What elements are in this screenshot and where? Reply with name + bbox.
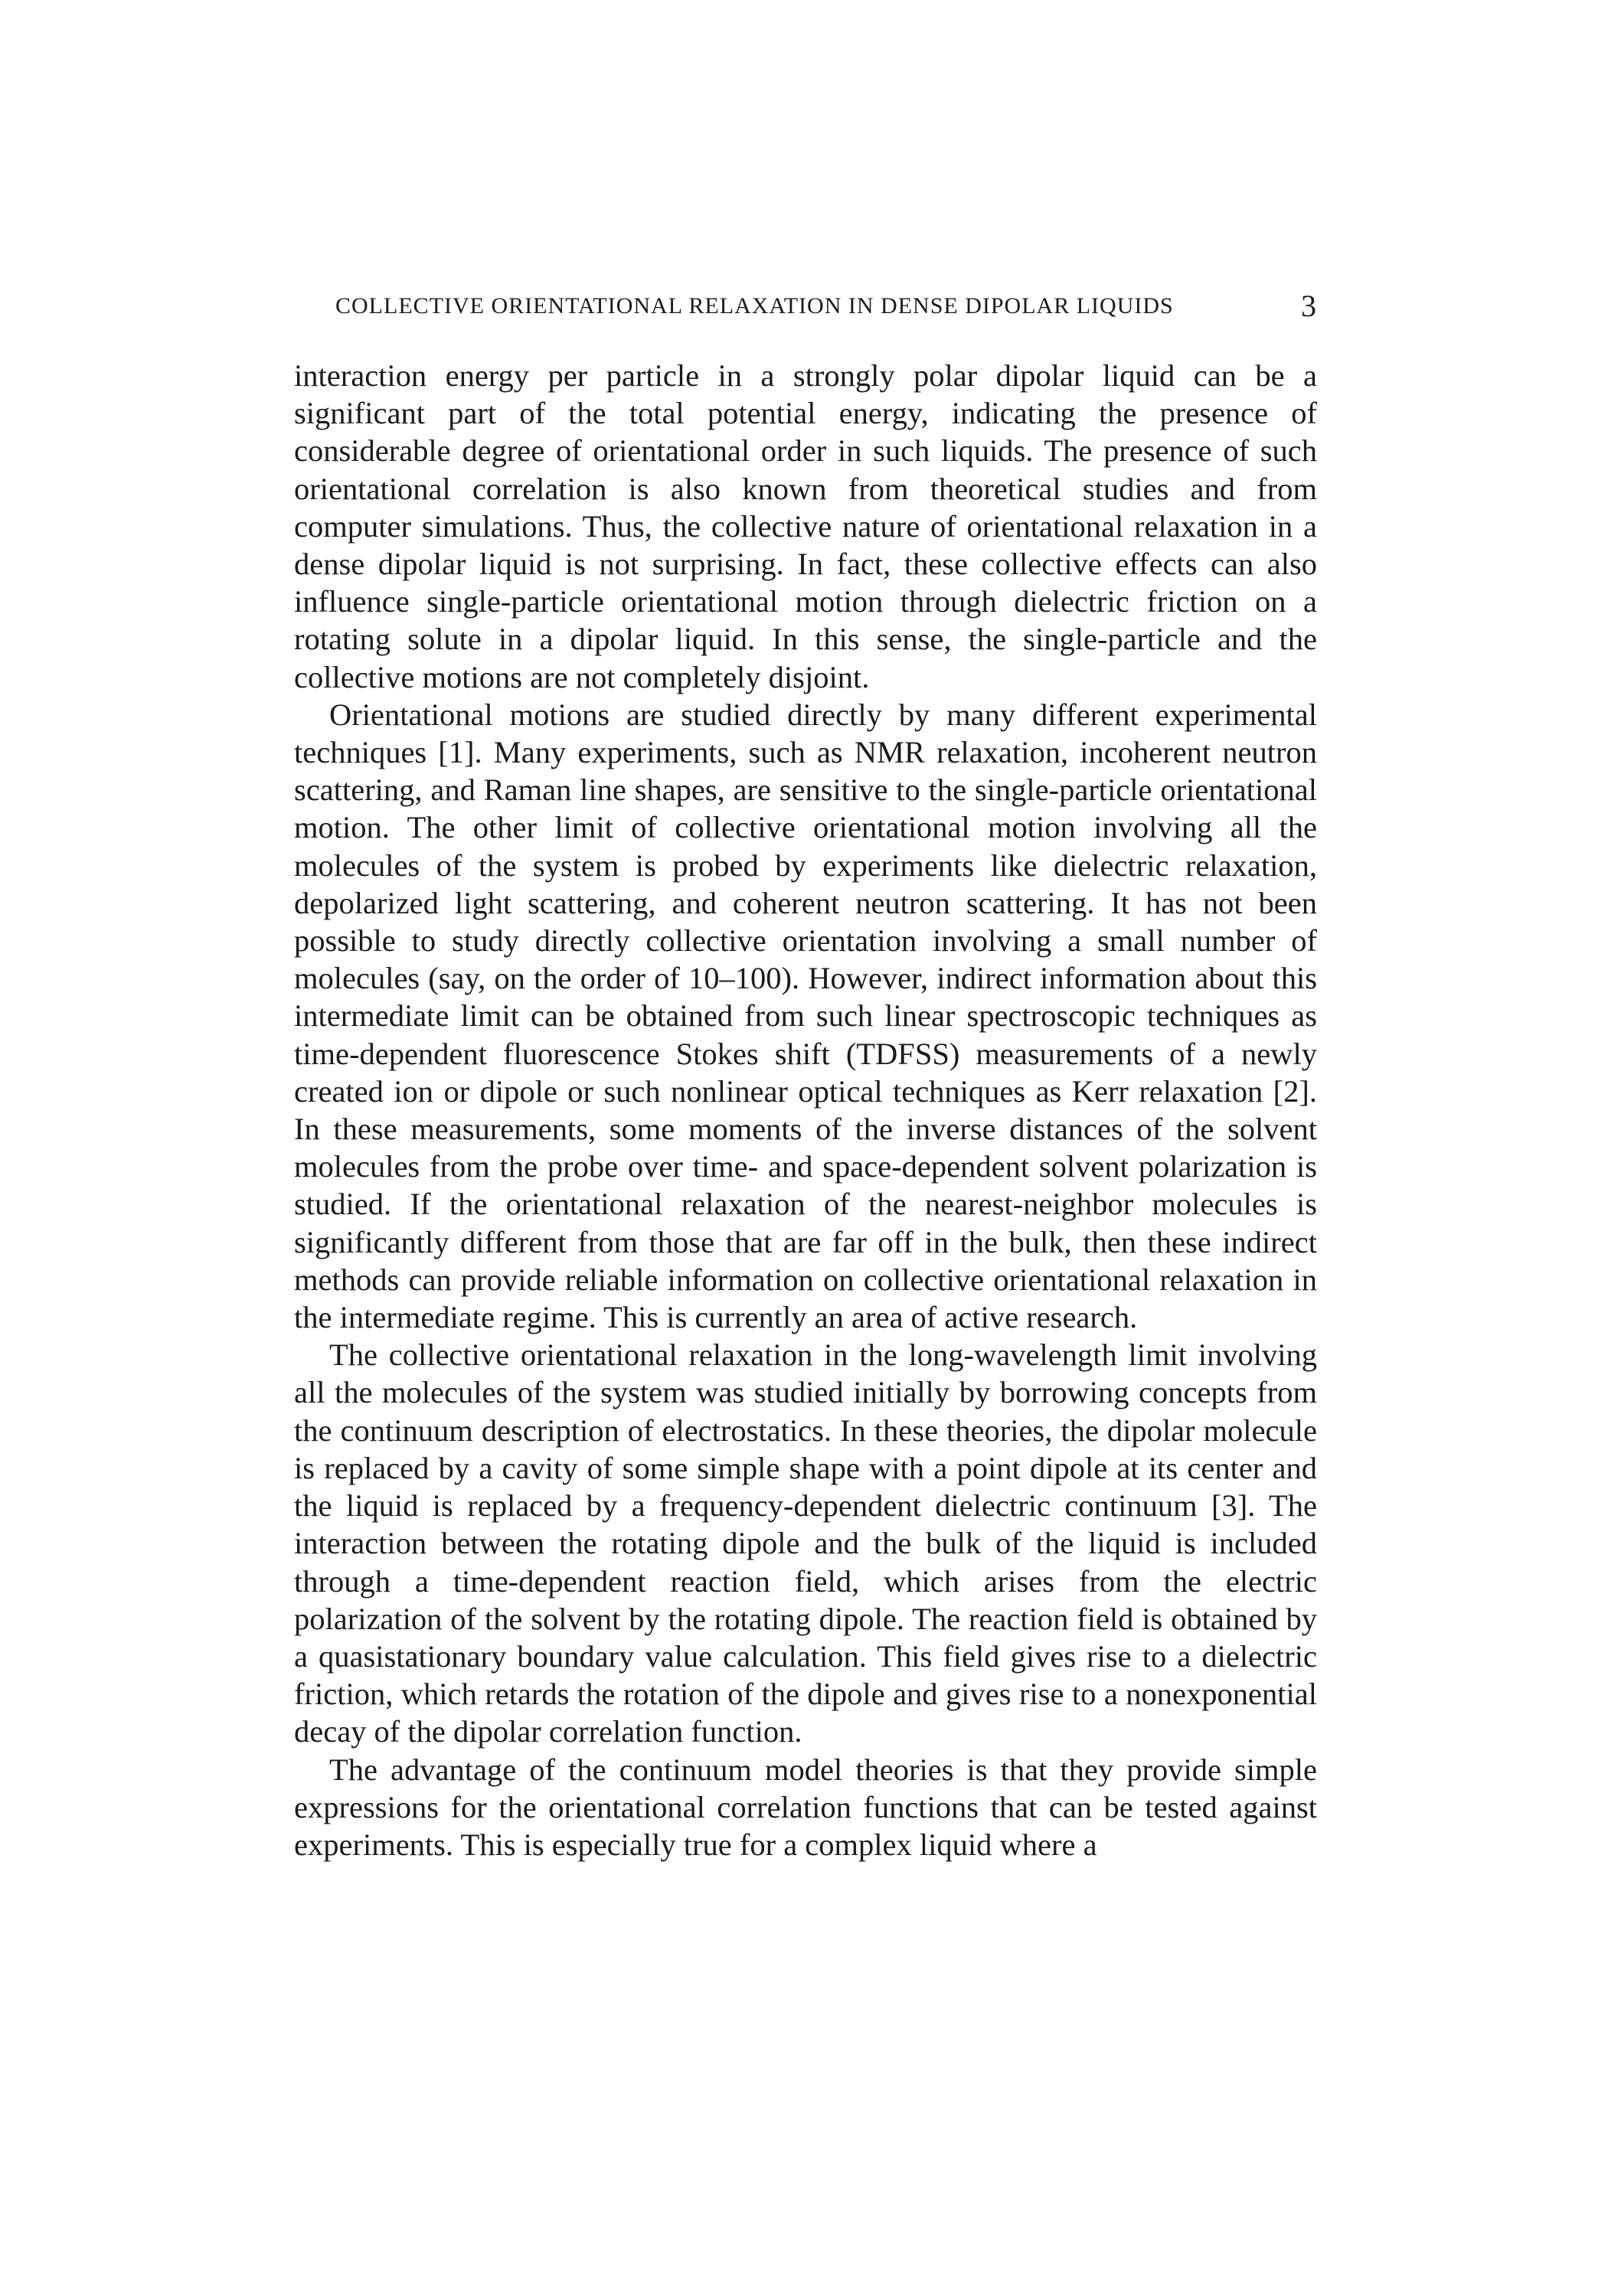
running-title: COLLECTIVE ORIENTATIONAL RELAXATION IN DENSE DIPOLAR LIQUIDS [335,293,1174,318]
running-head [335,289,1317,323]
page-number: 3 [1301,289,1317,323]
body-text [294,357,1317,1863]
paragraph: The collective orientational relaxation in the long-wavelength limit involving all the molecules of the system was studied initially by borrowing concepts from the continuum description of electrostatics. In these theories, the dipolar molecule is replaced by a cavity of some simple shape with a point dipole at its center and the liquid is replaced by a frequency-dependent dielectric continuum [3]. The interaction between the rotating dipole and the bulk of the liquid is included through a time-dependent reaction field, which arises from the electric polarization of the solvent by the rotating dipole. The reaction field is obtained by a quasistationary boundary value calculation. This field gives rise to a dielectric friction, which retards the rotation of the dipole and gives rise to a nonexponential decay of the dipolar correlation function. [294,1337,1317,1749]
paragraph: interaction energy per particle in a strongly polar dipolar liquid can be a significant part of the total potential energy, indicating the presence of considerable degree of orientational order in such liquids. The presence of such orientational correlation is also known from theoretical studies and from computer simulations. Thus, the collective nature of orientational relaxation in a dense dipolar liquid is not surprising. In fact, these collective effects can also influence single-particle orientational motion through dielectric friction on a rotating solute in a dipolar liquid. In this sense, the single-particle and the collective motions are not completely disjoint. [294,358,1317,694]
paragraph: The advantage of the continuum model theories is that they provide simple expressions for the orientational correlation functions that can be tested against experiments. This is especially true for a complex liquid where a [294,1752,1317,1862]
paragraph: Orientational motions are studied directly by many different experimental techniques [1]. Many experiments, such as NMR relaxation, incoherent neutron scattering, and Raman line shapes, are sensitive to the single-particle orientational motion. The other limit of collective orientational motion involving all the molecules of the system is probed by experiments like dielectric relaxation, depolarized light scattering, and coherent neutron scattering. It has not been possible to study directly collective orientation involving a small number of molecules (say, on the order of 10–100). However, indirect information about this intermediate limit can be obtained from such linear spectroscopic techniques as time-dependent fluorescence Stokes shift (TDFSS) measurements of a newly created ion or dipole or such nonlinear optical techniques as Kerr relaxation [2]. In these measurements, some moments of the inverse distances of the solvent molecules from the probe over time- and space-dependent solvent polarization is studied. If the orientational relaxation of the nearest-neighbor molecules is significantly different from those that are far off in the bulk, then these indirect methods can provide reliable information on collective orientational relaxation in the intermediate regime. This is currently an area of active research. [294,697,1317,1335]
